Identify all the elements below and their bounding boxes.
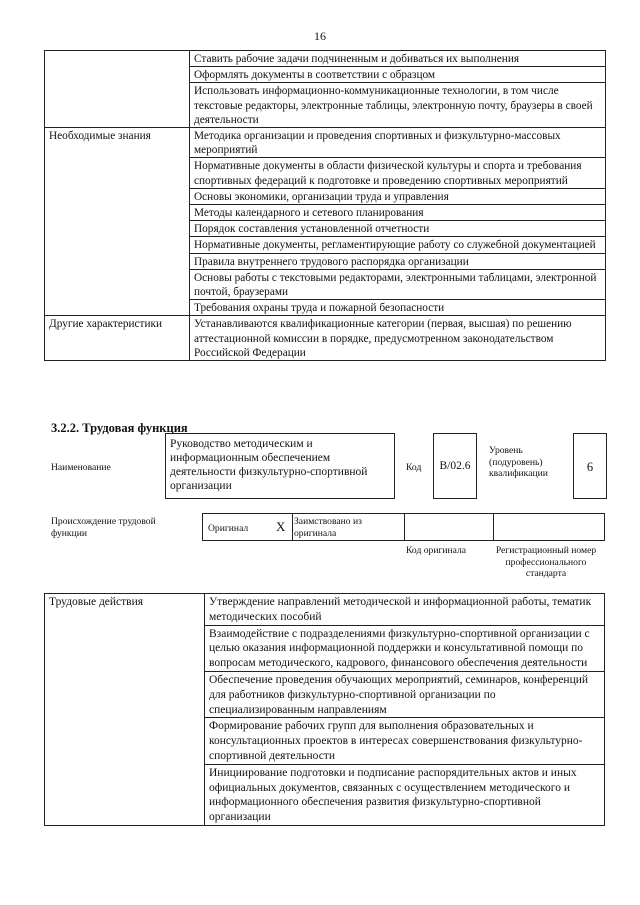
- code-label: Код: [406, 462, 422, 473]
- table-cell: Порядок составления установленной отчетности: [190, 221, 606, 237]
- table-cell: Методика организации и проведения спортивных и физкультурно-массовых мероприятий: [190, 128, 606, 158]
- code-value-box: B/02.6: [433, 433, 477, 499]
- borrowed-cell: [292, 514, 405, 540]
- section-title: 3.2.2. Трудовая функция: [51, 421, 188, 435]
- table-cell: Основы экономики, организации труда и управления: [190, 188, 606, 204]
- table-row: [45, 128, 606, 158]
- registration-number-label: Регистрационный номер профессионального стандарта: [495, 545, 597, 579]
- borrowed-label: Заимствовано из оригинала: [294, 516, 362, 539]
- row-label-labor-actions: Трудовые действия: [45, 594, 205, 826]
- table-cell: Основы работы с текстовыми редакторами, электронными таблицами, электронной почтой, браузерами: [190, 269, 606, 299]
- row-label-other-characteristics: Другие характеристики: [45, 316, 190, 361]
- code-original-cell: [404, 514, 494, 540]
- skills-knowledge-table: [44, 50, 606, 361]
- origin-label: Происхождение трудовой функции: [51, 516, 156, 539]
- origin-table: [202, 513, 605, 541]
- table-cell: Взаимодействие с подразделениями физкультурно-спортивной организации с целью оказания информационной поддержки и консультативной помощи по вопросам методического, кадрового, финансового обеспечения деятельности: [205, 625, 605, 671]
- name-label: Наименование: [51, 462, 111, 473]
- row-label-cell: [45, 51, 190, 128]
- table-cell: Утверждение направлений методической и информационной работы, тематик методических пособий: [205, 594, 605, 626]
- page-number: 16: [314, 29, 326, 43]
- function-name-box: Руководство методическим и информационным обеспечением деятельности физкультурно-спортивной организации: [165, 433, 395, 499]
- table-row: [45, 594, 605, 626]
- table-cell: Инициирование подготовки и подписание распорядительных актов и иных официальных документов, связанных с осуществлением методического и информационного обеспечения развития физкультурно-спортивной организации: [205, 764, 605, 825]
- original-label: Оригинал: [208, 523, 249, 534]
- qualification-level-box: 6: [573, 433, 607, 499]
- original-cell: [203, 514, 293, 540]
- table-cell: Ставить рабочие задачи подчиненным и добиваться их выполнения: [190, 51, 606, 67]
- table-cell: Правила внутреннего трудового распорядка организации: [190, 253, 606, 269]
- table-cell: Формирование рабочих групп для выполнения образовательных и консультационных проектов в интересах совершенствования физкультурно-спортивной деятельности: [205, 718, 605, 764]
- table-cell: Использовать информационно-коммуникационные технологии, в том числе текстовые редакторы, электронные таблицы, электронную почту, браузеры в своей деятельности: [190, 83, 606, 128]
- table-cell: Нормативные документы в области физической культуры и спорта и требования спортивных федераций к подготовке и проведению спортивных мероприятий: [190, 158, 606, 188]
- table-cell: Нормативные документы, регламентирующие работу со служебной документацией: [190, 237, 606, 253]
- table-cell: Обеспечение проведения обучающих мероприятий, семинаров, конференций для работников физкультурно-спортивной организации по специализированным направлениям: [205, 671, 605, 717]
- table-cell: Методы календарного и сетевого планирования: [190, 205, 606, 221]
- table-cell: Оформлять документы в соответствии с образцом: [190, 67, 606, 83]
- table-row: [45, 316, 606, 361]
- table-row: [45, 51, 606, 67]
- original-mark: X: [276, 519, 286, 534]
- table-cell: Устанавливаются квалификационные категории (первая, высшая) по решению аттестационной комиссии в порядке, предусмотренном законодательством Российской Федерации: [190, 316, 606, 361]
- row-label-necessary-knowledge: Необходимые знания: [45, 128, 190, 316]
- table-cell: Требования охраны труда и пожарной безопасности: [190, 300, 606, 316]
- code-original-label: Код оригинала: [406, 545, 467, 556]
- labor-actions-table: [44, 593, 605, 826]
- qualification-level-label: Уровень (подуровень) квалификации: [489, 445, 548, 479]
